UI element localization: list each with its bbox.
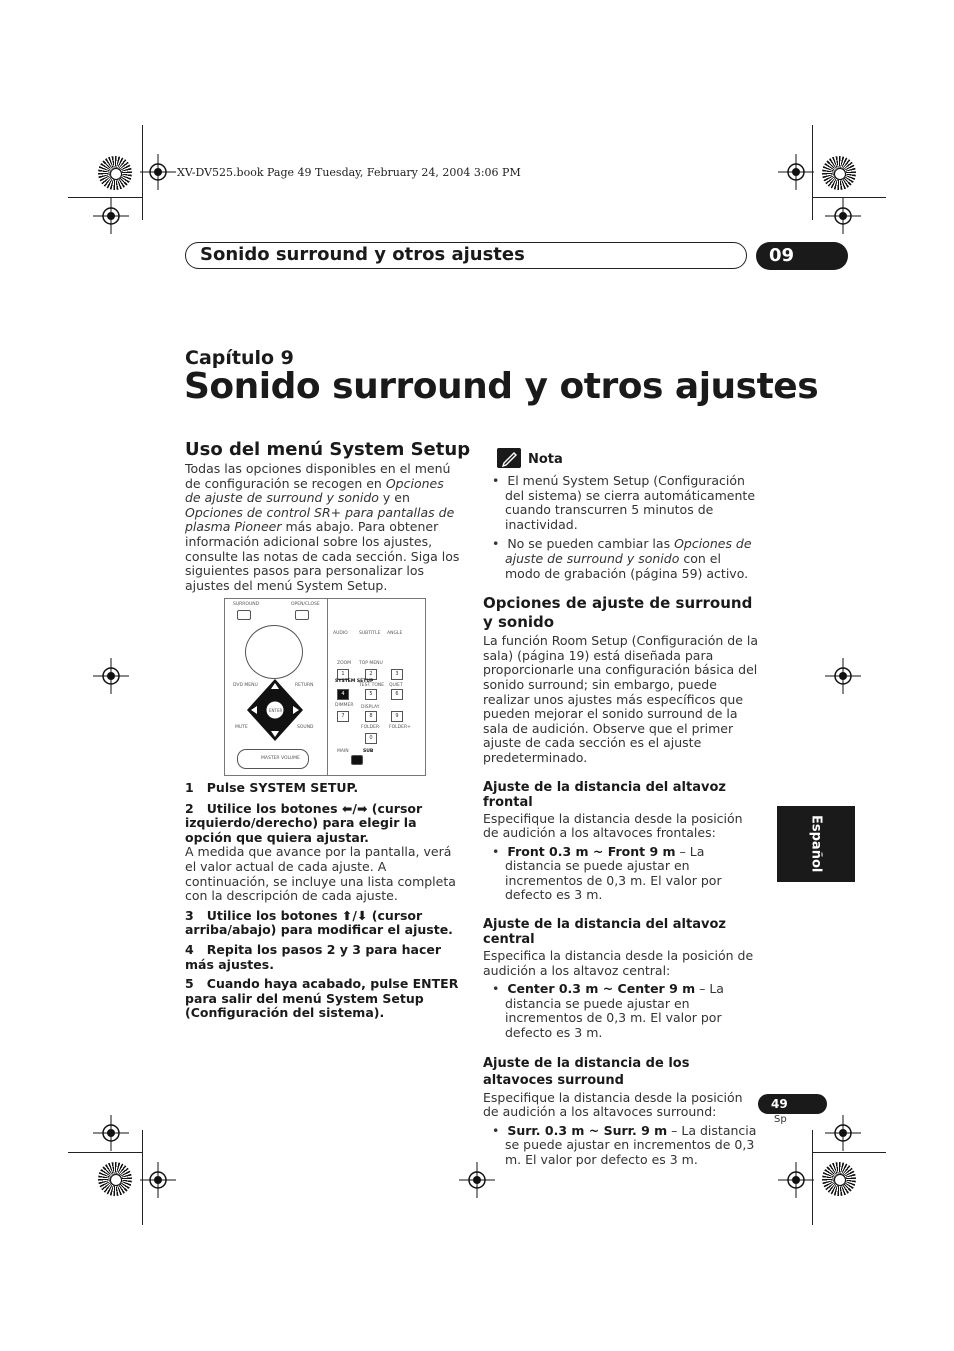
key-8: 8 — [365, 711, 377, 722]
system-setup-label: SYSTEM SETUP — [335, 679, 374, 684]
step-3: 3 Utilice los botones ⬆/⬇ (cursor arriba/abajo) para modificar el ajuste. — [185, 907, 453, 938]
key-9: 9 — [391, 711, 403, 722]
surround-item: • Surr. 0.3 m ~ Surr. 9 m – La distancia se puede ajustar en incrementos de 0,3 m. El valor por defecto es 3 m. — [492, 1122, 757, 1167]
surround-body: Especifique la distancia desde la posición de audición a los altavoces surround: — [483, 1089, 743, 1120]
color-target-icon — [98, 1162, 132, 1196]
top-menu-label: TOP MENU — [359, 661, 383, 666]
subtitle-label: SUBTITLE — [359, 631, 381, 636]
open-close-button — [295, 610, 309, 620]
folder-plus-label: FOLDER+ — [389, 725, 411, 730]
mute-label: MUTE — [235, 725, 248, 730]
registration-mark-icon — [93, 1115, 129, 1151]
registration-mark-icon — [140, 154, 176, 190]
center-item: • Center 0.3 m ~ Center 9 m – La distancia se puede ajustar en incrementos de 0,3 m. El valor por defecto es 3 m. — [492, 981, 724, 1041]
main-sub-switch — [351, 755, 363, 765]
page-lang: Sp — [774, 1114, 787, 1125]
remote-control-figure — [224, 598, 426, 776]
quiet-label: QUIET — [389, 683, 403, 688]
front-title: Ajuste de la distancia del altavoz frontal — [483, 779, 726, 810]
key-4: 4 — [337, 689, 349, 700]
language-tab-label: Español — [808, 815, 824, 873]
sound-label: SOUND — [297, 725, 314, 730]
note-pencil-icon — [497, 448, 521, 468]
step-2-body: A medida que avance por la pantalla, verá el valor actual de cada ajuste. A continuación, se incluye una lista completa con la descripción de cada ajuste. — [185, 844, 456, 904]
registration-mark-icon — [825, 658, 861, 694]
dvd-menu-label: DVD MENU — [233, 683, 258, 688]
note-title: Nota — [528, 452, 563, 467]
return-label: RETURN — [295, 683, 314, 688]
registration-mark-icon — [93, 658, 129, 694]
registration-mark-icon — [93, 198, 129, 234]
color-target-icon — [98, 156, 132, 190]
front-body: Especifique la distancia desde la posición de audición a los altavoces frontales: — [483, 810, 743, 841]
color-target-icon — [822, 156, 856, 190]
key-1: 1 — [337, 669, 349, 680]
open-close-label: OPEN/CLOSE — [291, 602, 320, 607]
registration-mark-icon — [778, 154, 814, 190]
surround-button — [237, 610, 251, 620]
step-5: 5 Cuando haya acabado, pulse ENTER para salir del menú System Setup (Configuración del sistema). — [185, 976, 459, 1021]
sub-label: SUB — [363, 749, 374, 754]
registration-mark-icon — [825, 1115, 861, 1151]
front-item: • Front 0.3 m ~ Front 9 m – La distancia se puede ajustar en incrementos de 0,3 m. El valor por defecto es 3 m. — [492, 843, 722, 903]
display-label: DISPLAY — [361, 705, 380, 710]
center-body: Especifica la distancia desde la posición de audición a los altavoz central: — [483, 948, 754, 978]
key-3: 3 — [391, 669, 403, 680]
step-2: 2 Utilice los botones ⬅/➡ (cursor izquierdo/derecho) para elegir la opción que quiera ajustar. — [185, 800, 423, 845]
key-0: 0 — [365, 733, 377, 744]
header-title: Sonido surround y otros ajustes — [200, 244, 525, 265]
section-body: La función Room Setup (Configuración de la sala) (página 19) está diseñada para proporcionarle una configuración básica del sonido surround; sin embargo, puede realizar unos ajustes más específicos que pueden mejorar el sonido surround de la sala de audición. Observe que el primer ajuste de cada sección es el ajuste predeterminado. — [483, 633, 758, 765]
chapter-number-badge: 09 — [756, 242, 848, 270]
surround-title: Ajuste de la distancia de los altavoces surround — [483, 1055, 690, 1088]
surround-label: SURROUND — [233, 602, 260, 607]
main-label: MAIN — [337, 749, 349, 754]
section-title-surround: Opciones de ajuste de surround y sonido — [483, 594, 753, 632]
zoom-label: ZOOM — [337, 661, 352, 666]
registration-mark-icon — [140, 1162, 176, 1198]
print-book-line: XV-DV525.book Page 49 Tuesday, February 24, 2004 3:06 PM — [177, 166, 521, 179]
key-2: 2 — [365, 669, 377, 680]
note-item: • No se pueden cambiar las Opciones de ajuste de surround y sonido con el modo de grabación (página 59) activo. — [492, 536, 752, 581]
note-item: • El menú System Setup (Configuración del sistema) se cierra automáticamente cuando transcurren 5 minutos de inactividad. — [492, 473, 756, 532]
dimmer-label: DIMMER — [335, 703, 354, 708]
chapter-label: Capítulo 9 — [185, 347, 294, 369]
page-number: 49 — [758, 1094, 827, 1114]
key-6: 6 — [391, 689, 403, 700]
center-title: Ajuste de la distancia del altavoz central — [483, 917, 726, 948]
key-7: 7 — [337, 711, 349, 722]
angle-label: ANGLE — [387, 631, 403, 636]
test-tone-label: TEST TONE — [359, 683, 385, 688]
step-1: 1 Pulse SYSTEM SETUP. — [185, 780, 359, 795]
key-5: 5 — [365, 689, 377, 700]
step-4: 4 Repita los pasos 2 y 3 para hacer más ajustes. — [185, 941, 442, 972]
intro-paragraph: Todas las opciones disponibles en el menú de configuración se recogen en Opciones de ajuste de surround y sonido y en Opciones de control SR+ para pantallas de plasma Pioneer más abajo. Para obtener información adicional sobre los ajustes, consulte las notas de cada sección. Siga los siguientes pasos para personalizar los ajustes del menú System Setup. — [185, 461, 460, 593]
folder-minus-label: FOLDER- — [361, 725, 381, 730]
master-volume-label: MASTER VOLUME — [261, 756, 300, 761]
color-target-icon — [822, 1162, 856, 1196]
chapter-title: Sonido surround y otros ajustes — [184, 366, 819, 407]
transport-ring — [245, 625, 303, 679]
audio-label: AUDIO — [333, 631, 348, 636]
registration-mark-icon — [778, 1162, 814, 1198]
enter-label: ENTER — [269, 708, 283, 713]
registration-mark-icon — [825, 198, 861, 234]
section-heading-system-setup: Uso del menú System Setup — [185, 439, 471, 460]
